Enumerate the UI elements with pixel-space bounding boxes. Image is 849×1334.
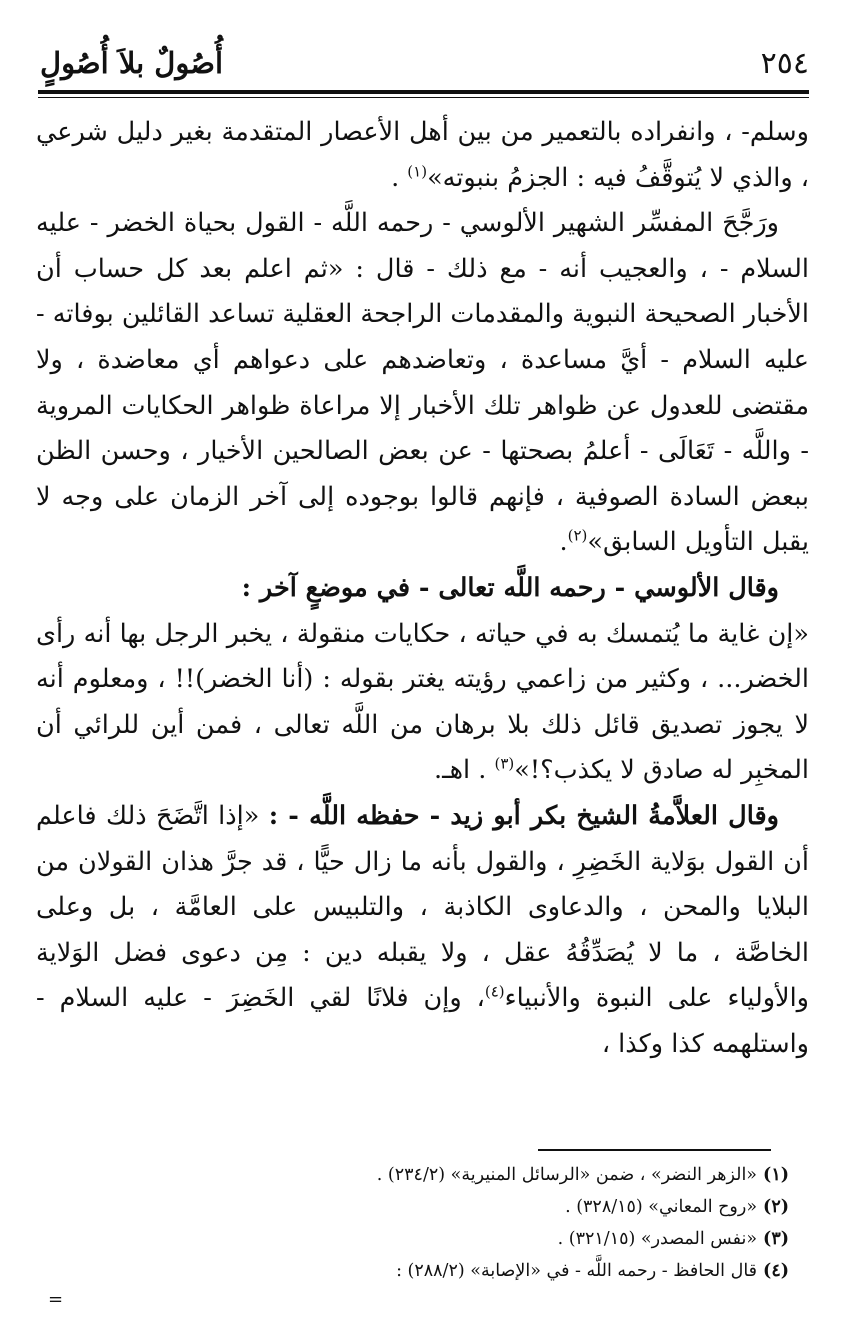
main-text xyxy=(36,110,809,1067)
footnote-4: (٤)قال الحافظ - رحمه اللَّه - في «الإصابة» (٢٨٨/٢) : xyxy=(396,1261,789,1281)
continuation-mark: = xyxy=(48,1289,64,1310)
header-rule-thin xyxy=(38,97,809,98)
footnote-ref-3[interactable]: (٣) xyxy=(494,754,515,773)
footnote-3: (٣)«نفس المصدر» (٣٢١/١٥) . xyxy=(557,1229,789,1249)
footnote-2: (٢)«روح المعاني» (٣٢٨/١٥) . xyxy=(565,1197,789,1217)
footnotes xyxy=(80,1159,789,1287)
footnote-ref-4[interactable]: (٤) xyxy=(484,982,505,1001)
book-title: أُصُولٌ بلاَ أُصُولٍ xyxy=(40,46,224,80)
footnote-1: (١)«الزهر النضر» ، ضمن «الرسائل المنيرية» (٢٣٤/٢) . xyxy=(376,1165,789,1185)
header-rule-thick xyxy=(38,90,809,94)
alusi-lead: وقال الألوسي - رحمه اللَّه تعالى - في موضعٍ آخر : xyxy=(241,572,779,603)
paragraph-2: ورَجَّحَ المفسِّر الشهير الألوسي - رحمه اللَّه - القول بحياة الخضر - عليه السلام - ، والعجيب أنه - مع ذلك - قال : «ثم اعلم بعد كل حساب أن الأخبار الصحيحة النبوية والمقدمات الراجحة العقلية تساعد القائلين بوفاته - عليه السلام - أيَّ مساعدة ، وتعاضدهم على دعواهم أي معاضدة ، ولا مقتضى للعدول عن ظواهر تلك الأخبار إلا مراعاة ظواهر الحكايات المروية - واللَّه - تَعَالَى - أعلمُ بصحتها - عن بعض الصالحين الأخيار ، وحسن الظن ببعض السادة الصوفية ، فإنهم قالوا بوجوده إلى آخر الزمان على وجه لا يقبل التأويل السابق»$^{(٢)}$. xyxy=(36,208,809,558)
page-header xyxy=(40,40,809,84)
footnote-ref-1[interactable]: (١) xyxy=(407,162,428,181)
paragraph-3 xyxy=(36,566,809,612)
paragraph-5: وقال العلاَّمةُ الشيخ بكر أبو زيد - حفظه اللَّه - : «إذا اتَّضَحَ ذلك فاعلم أن القول بوَلاية الخَضِرِ ، والقول بأنه ما زال حيًّا ، قد جرَّ هذان القولان من البلايا والمحن ، والدعاوى الكاذبة ، والتلبيس على العامَّة ، بل وعلى الخاصَّة ، ما لا يُصَدِّقُهُ عقل ، ولا يقبله دين : مِن دعوى فضل الوَلاية والأولياء على النبوة والأنبياء$^{(٤)}$، وإن فلانًا لقي الخَضِرَ - عليه السلام - واستلهمه كذا وكذا ، xyxy=(36,800,809,1059)
footnote-ref-2[interactable]: (٢) xyxy=(567,526,588,545)
paragraph-1: وسلم- ، وانفراده بالتعمير من بين أهل الأعصار المتقدمة بغير دليل شرعي ، والذي لا يُتوقَّفُ فيه : الجزمُ بنبوته»$^{(١)}$ . xyxy=(36,117,809,193)
bakr-lead: وقال العلاَّمةُ الشيخ بكر أبو زيد - حفظه اللَّه - : xyxy=(268,800,779,831)
paragraph-4: «إن غاية ما يُتمسك به في حياته ، حكايات منقولة ، يخبر الرجل بها أنه رأى الخضر... ، وكثير من زاعمي رؤيته يغتر بقوله : (أنا الخضر)!! ، ومعلوم أنه لا يجوز تصديق قائل ذلك بلا برهان من اللَّه تعالى ، فمن أين للرائي أن المخبِر له صادق لا يكذب؟!»$^{(٣)}$ . اهـ. xyxy=(36,618,809,786)
page-number: ٢٥٤ xyxy=(760,46,809,81)
footnote-separator xyxy=(538,1149,771,1151)
